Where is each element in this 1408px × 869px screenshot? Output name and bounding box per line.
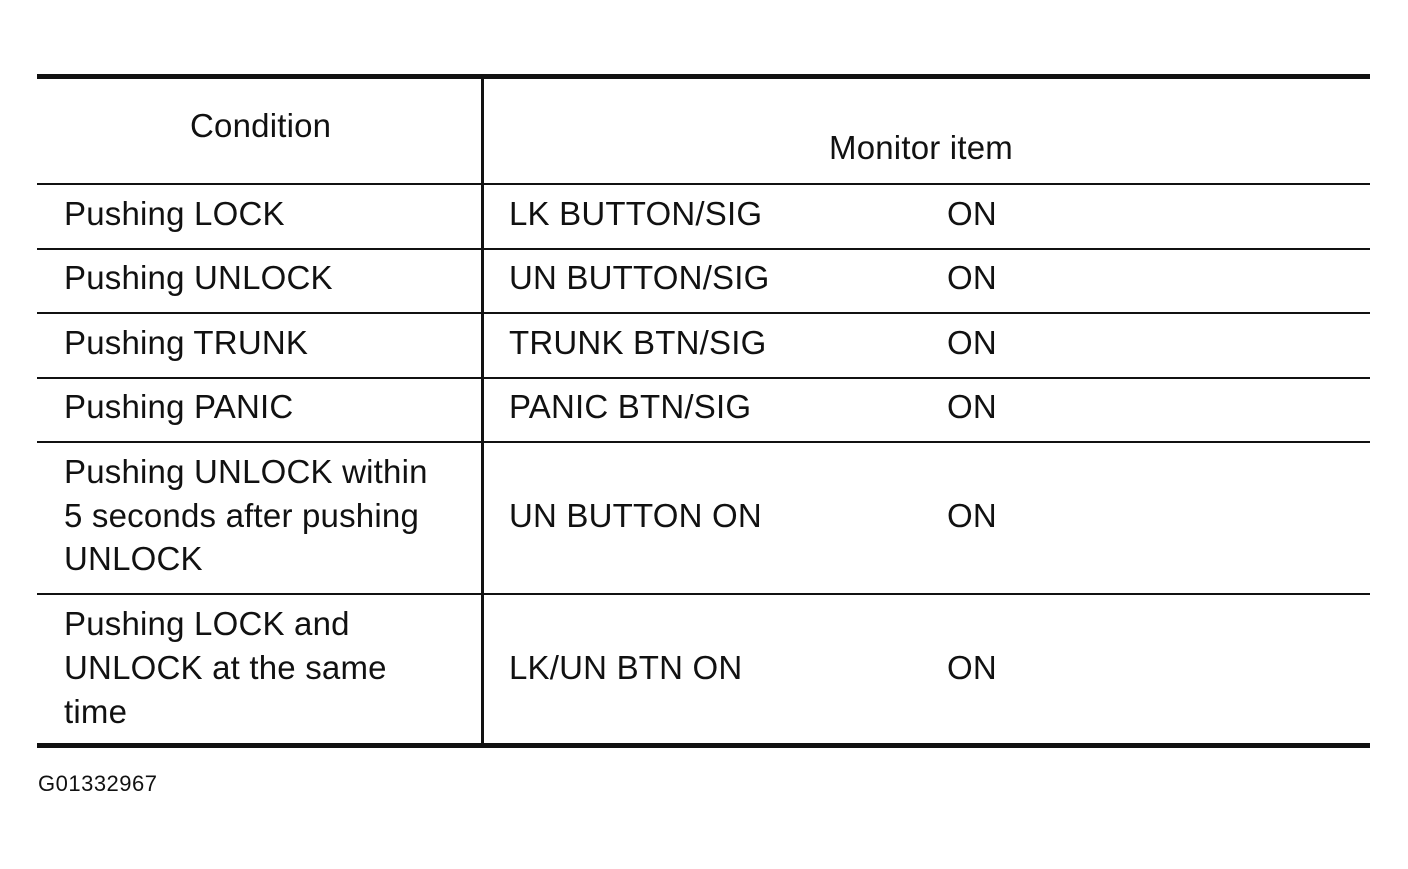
row-4-monitor-item: PANIC BTN/SIG [509,388,752,425]
row-5-condition-line-1: Pushing UNLOCK within [64,453,428,490]
row-3-monitor-item: TRUNK BTN/SIG [509,324,767,361]
header-rule [37,183,1370,185]
header-condition: Condition [190,107,332,144]
row-2-monitor-item: UN BUTTON/SIG [509,259,770,296]
row-divider [37,377,1370,379]
row-1-monitor-item: LK BUTTON/SIG [509,195,763,232]
table-top-rule [37,74,1370,79]
row-1-condition: Pushing LOCK [64,195,285,232]
row-5-value: ON [947,497,997,534]
row-divider [37,441,1370,443]
column-divider [481,78,484,745]
row-5-condition-line-2: 5 seconds after pushing [64,497,419,534]
header-monitor-item: Monitor item [829,129,1013,166]
row-6-condition-line-3: time [64,693,128,730]
row-4-value: ON [947,388,997,425]
row-1-value: ON [947,195,997,232]
row-6-monitor-item: LK/UN BTN ON [509,649,743,686]
row-2-value: ON [947,259,997,296]
row-divider [37,593,1370,595]
table-bottom-rule [37,743,1370,748]
figure-id: G01332967 [38,771,158,796]
row-5-condition-line-3: UNLOCK [64,540,203,577]
row-6-value: ON [947,649,997,686]
row-3-condition: Pushing TRUNK [64,324,309,361]
row-5-monitor-item: UN BUTTON ON [509,497,762,534]
row-4-condition: Pushing PANIC [64,388,294,425]
row-divider [37,248,1370,250]
row-6-condition-line-1: Pushing LOCK and [64,605,350,642]
row-3-value: ON [947,324,997,361]
row-divider [37,312,1370,314]
row-2-condition: Pushing UNLOCK [64,259,333,296]
row-6-condition-line-2: UNLOCK at the same [64,649,387,686]
